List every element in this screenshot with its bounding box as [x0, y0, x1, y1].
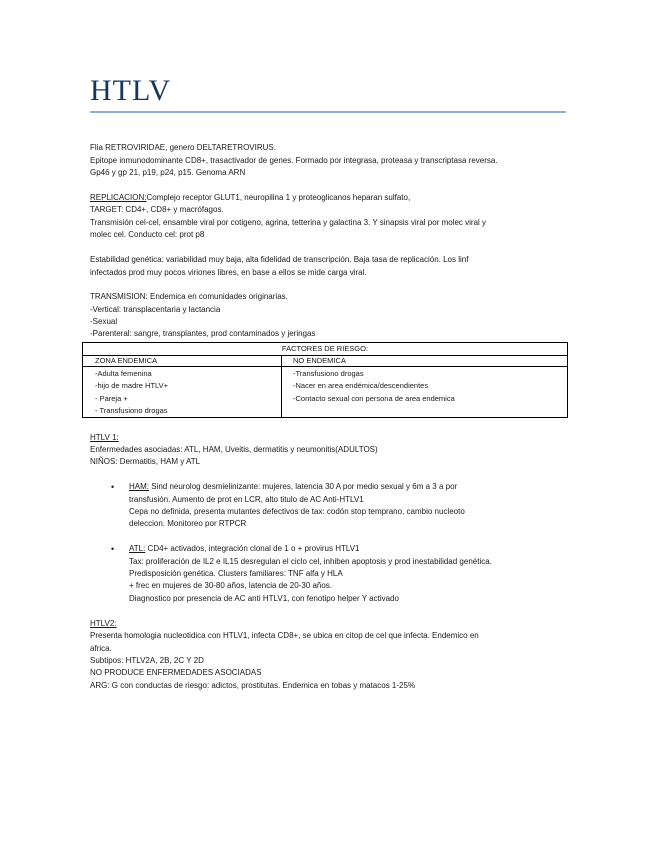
- intro-line-2: Epitope inmunodominante CD8+, trasactivador de genes. Formado por integrasa, proteasa y transcriptasa reversa.: [90, 156, 498, 165]
- non-endemic-item: -Nacer en area endémica/descendientes: [293, 381, 429, 390]
- endemic-item: - Pareja +: [95, 394, 128, 403]
- page-title: HTLV: [90, 74, 172, 107]
- htlv2-heading: HTLV2:: [90, 619, 117, 628]
- htlv2-line-5: ARG: G con conductas de riesgo: adictos, prostitutas. Endemica en tobas y matacos 1-25%: [90, 681, 416, 690]
- title-underline: [90, 111, 566, 113]
- htlv2-line-1: Presenta homologia nucleotidica con HTLV1, infecta CD8+, se ubica en citop de cel que infecta. Endemico en: [90, 631, 479, 640]
- ham-line-4: deleccion. Monitoreo por RTPCR: [129, 519, 247, 528]
- atl-label: ATL:: [129, 544, 146, 553]
- transmision-line-3: -Sexual: [90, 317, 118, 326]
- atl-line-3: Predisposición genética. Clusters familiares: TNF alfa y HLA: [129, 569, 343, 578]
- replicacion-line-2: TARGET: CD4+, CD8+ y macrófagos.: [90, 205, 224, 214]
- ham-line-1: [129, 482, 457, 492]
- atl-line-1: [129, 544, 360, 554]
- endemic-item: - Transfusiono drogas: [95, 406, 168, 415]
- estabilidad-line-1: Estabilidad genética: variabilidad muy baja, alta fidelidad de transcripción. Baja tasa de replicación. Los linf: [90, 255, 469, 264]
- htlv1-heading: HTLV 1:: [90, 433, 119, 442]
- ham-text-1: Sind neurolog desmielinizante: mujeres, latencia 30 A por medio sexual y 6m a 3 a por: [149, 482, 458, 491]
- atl-line-4: + frec en mujeres de 30-80 años, latencia de 20-30 años.: [129, 581, 333, 590]
- risk-factors-title: FACTORES DE RIESGO:: [83, 343, 567, 356]
- replicacion-text-1: Complejo receptor GLUT1, neuropilina 1 y proteoglicanos heparan sulfato,: [146, 193, 411, 202]
- htlv1-line-2: NIÑOS: Dermatitis, HAM y ATL: [90, 457, 201, 466]
- endemic-item: -hijo de madre HTLV+: [95, 381, 169, 390]
- replicacion-label: REPLICACION:: [90, 193, 147, 202]
- htlv2-line-3: Subtipos: HTLV2A, 2B, 2C Y 2D: [90, 656, 204, 665]
- endemic-column-header: ZONA ENDEMICA: [83, 355, 281, 367]
- ham-label: HAM:: [129, 482, 149, 491]
- transmision-line-1: TRANSMISION: Endemica en comunidades originarias.: [90, 292, 288, 301]
- bullet-icon: •: [111, 544, 115, 554]
- replicacion-line-4: molec cel. Conducto cel: prot p8: [90, 230, 205, 239]
- htlv2-line-4: NO PRODUCE ENFERMEDADES ASOCIADAS: [90, 668, 262, 677]
- atl-line-2: Tax: proliferación de IL2 e IL15 desregulan el ciclo cel, inhiben apoptosis y prod inestabilidad genética.: [129, 557, 492, 566]
- htlv1-line-1: Enfermedades asociadas: ATL, HAM, Uveitis, dermatitis y neumonitis(ADULTOS): [90, 445, 378, 454]
- risk-factors-table: [82, 342, 568, 418]
- endemic-item: -Adulta femenina: [95, 369, 152, 378]
- atl-text-1: CD4+ activados, integración clonal de 1 o + provirus HTLV1: [145, 544, 360, 553]
- non-endemic-column-header: NO ENDEMICA: [281, 355, 567, 367]
- replicacion-line-1: [90, 193, 410, 203]
- intro-line-3: Gp46 y gp 21, p19, p24, p15. Genoma ARN: [90, 168, 246, 177]
- transmision-line-4: -Parenteral: sangre, transplantes, prod contaminados y jeringas: [90, 329, 316, 338]
- non-endemic-item: -Contacto sexual con persona de area endemica: [293, 394, 455, 403]
- intro-line-1: Flia RETROVIRIDAE, genero DELTARETROVIRUS.: [90, 143, 276, 152]
- transmision-line-2: -Vertical: transplacentaria y lactancia: [90, 305, 221, 314]
- column-divider: [281, 355, 282, 418]
- replicacion-line-3: Transmisión cel-cel, ensamble viral por cotigeno, agrina, tetterina y galactina 3. Y sinapsis viral por molec viral y: [90, 218, 487, 227]
- htlv2-line-2: africa.: [90, 644, 112, 653]
- ham-line-3: Cepa no definida, presenta mutantes defectivos de tax: codón stop temprano, cambio nucleoto: [129, 507, 465, 516]
- non-endemic-item: -Transfusiono drogas: [293, 369, 364, 378]
- atl-line-5: Diagnostico por presencia de AC anti HTLV1, con fenotipo helper Y activado: [129, 594, 399, 603]
- bullet-icon: •: [111, 482, 115, 492]
- estabilidad-line-2: infectados prod muy pocos viriones libres, en base a ellos se mide carga viral.: [90, 268, 367, 277]
- ham-line-2: transfusión. Aumento de prot en LCR, alto titulo de AC Anti-HTLV1: [129, 495, 364, 504]
